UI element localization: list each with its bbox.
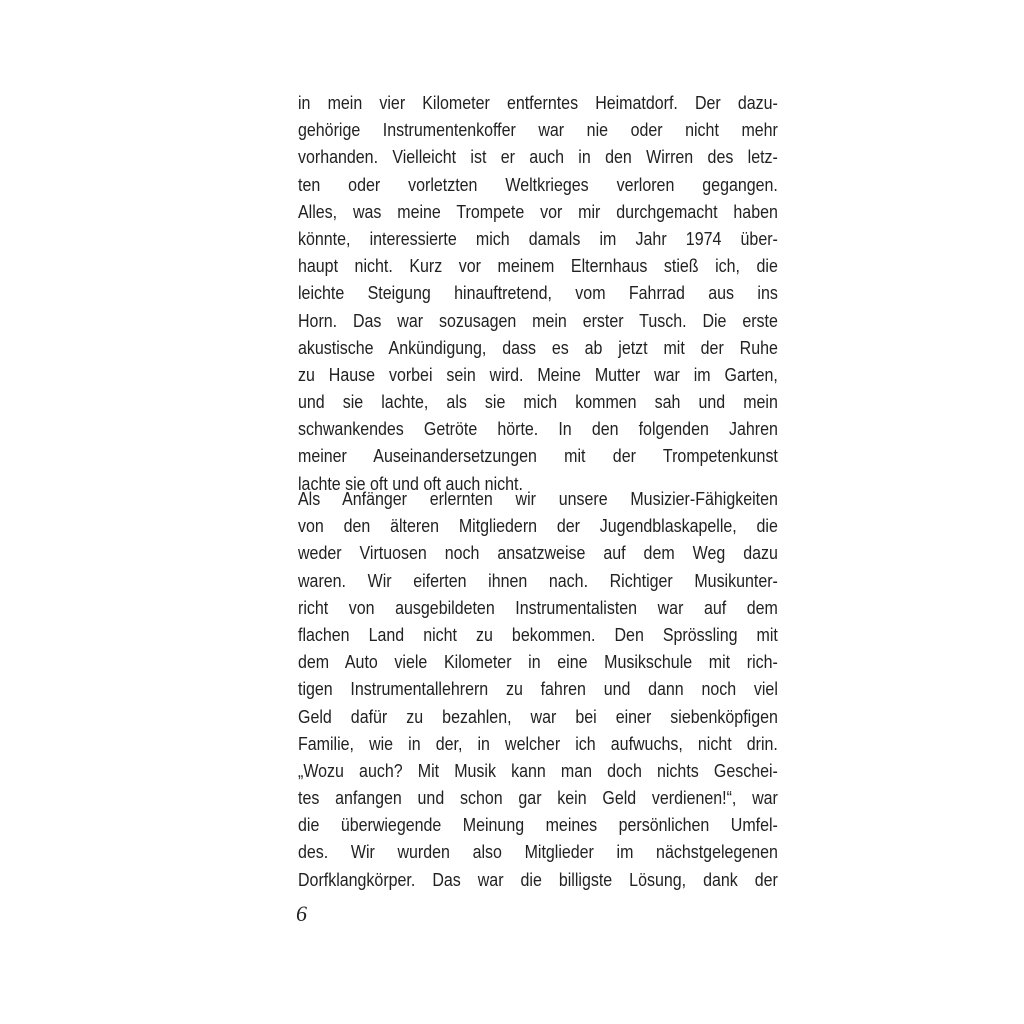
paragraph-1 [298,89,778,497]
text-line: tigen Instrumentallehrern zu fahren und dann noch viel [298,678,778,700]
text-line: von den älteren Mitgliedern der Jugendblaskapelle, die [298,515,778,537]
text-line: „Wozu auch? Mit Musik kann man doch nichts Geschei- [298,759,778,781]
text-line: könnte, interessierte mich damals im Jahr 1974 über- [298,227,778,249]
text-line: akustische Ankündigung, dass es ab jetzt mit der Ruhe [298,336,778,358]
text-line: meiner Auseinandersetzungen mit der Trompetenkunst [298,445,778,467]
text-line: Geld dafür zu bezahlen, war bei einer siebenköpfigen [298,705,778,727]
text-line: ten oder vorletzten Weltkrieges verloren gegangen. [298,173,778,195]
text-line: flachen Land nicht zu bekommen. Den Sprössling mit [298,623,778,645]
text-line: leichte Steigung hinauftretend, vom Fahrrad aus ins [298,282,778,304]
text-line: lachte sie oft und oft auch nicht. [298,472,523,494]
text-line: zu Hause vorbei sein wird. Meine Mutter war im Garten, [298,363,778,385]
text-line: Dorfklangkörper. Das war die billigste Lösung, dank der [298,868,778,890]
text-line: schwankendes Getröte hörte. In den folgenden Jahren [298,418,778,440]
text-line: des. Wir wurden also Mitglieder im nächstgelegenen [298,841,778,863]
text-line: weder Virtuosen noch ansatzweise auf dem Weg dazu [298,542,778,564]
text-line: haupt nicht. Kurz vor meinem Elternhaus stieß ich, die [298,255,778,277]
text-line: Familie, wie in der, in welcher ich aufwuchs, nicht drin. [298,732,778,754]
page-number: 6 [296,901,307,926]
text-line: richt von ausgebildeten Instrumentalisten war auf dem [298,596,778,618]
text-line: gehörige Instrumentenkoffer war nie oder nicht mehr [298,119,778,141]
text-line: in mein vier Kilometer entferntes Heimatdorf. Der dazu- [298,92,778,113]
text-line: Alles, was meine Trompete vor mir durchgemacht haben [298,200,778,222]
paragraph-2 [298,485,778,893]
text-line: tes anfangen und schon gar kein Geld verdienen!“, war [298,787,778,809]
text-line: dem Auto viele Kilometer in eine Musikschule mit rich- [298,651,778,673]
text-line: die überwiegende Meinung meines persönlichen Umfel- [298,814,778,836]
text-line: Als Anfänger erlernten wir unsere Musizier-Fähigkeiten [298,488,778,509]
text-line: vorhanden. Vielleicht ist er auch in den Wirren des letz- [298,146,778,168]
text-line: waren. Wir eiferten ihnen nach. Richtiger Musikunter- [298,569,778,591]
text-line: Horn. Das war sozusagen mein erster Tusch. Die erste [298,309,778,331]
text-line: und sie lachte, als sie mich kommen sah und mein [298,391,778,413]
